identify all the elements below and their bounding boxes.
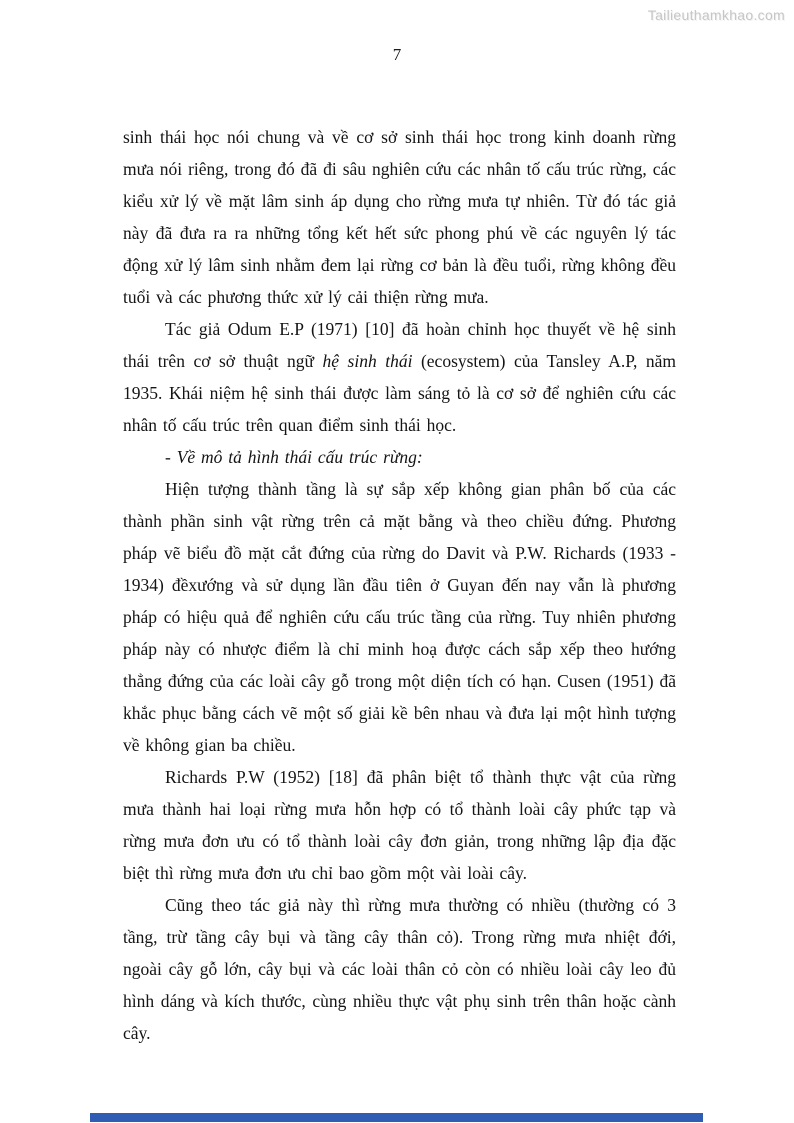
italic-text-run: - Về mô tả hình thái cấu trúc rừng:: [165, 447, 423, 467]
paragraph: [123, 761, 676, 889]
text-run: Richards P.W (1952) [18] đã phân biệt tổ thành thực vật của rừng mưa thành hai loại rừng mưa hỗn hợp có tổ thành loài cây phức tạp và rừng mưa đơn ưu có tổ thành loài cây đơn giản, trong những lập địa đặc biệt thì rừng mưa đơn ưu chỉ bao gồm một vài loài cây.: [123, 767, 676, 883]
paragraph: [123, 121, 676, 313]
footer-bar: [90, 1113, 703, 1122]
watermark: Tailieuthamkhao.com: [647, 7, 785, 23]
italic-text-run: hệ sinh thái: [322, 351, 413, 371]
paragraph: [123, 889, 676, 1049]
text-run: Hiện tượng thành tầng là sự sắp xếp không gian phân bố của các thành phần sinh vật rừng trên cả mặt bằng và theo chiều đứng. Phương pháp vẽ biểu đồ mặt cắt đứng của rừng do Davit và P.W. Richards (1933 - 1934) đềxướng và sử dụng lần đầu tiên ở Guyan đến nay vẫn là phương pháp có hiệu quả để nghiên cứu cấu trúc tầng của rừng. Tuy nhiên phương pháp này có nhược điểm là chỉ minh hoạ được cách sắp xếp theo hướng thẳng đứng của các loài cây gỗ trong một diện tích có hạn. Cusen (1951) đã khắc phục bằng cách vẽ một số giải kề bên nhau và đưa lại một hình tượng về không gian ba chiều.: [123, 479, 676, 755]
paragraph: [123, 313, 676, 441]
text-run: sinh thái học nói chung và về cơ sở sinh thái học trong kinh doanh rừng mưa nói riêng, trong đó đã đi sâu nghiên cứu các nhân tố cấu trúc rừng, các kiểu xử lý về mặt lâm sinh áp dụng cho rừng mưa tự nhiên. Từ đó tác giả này đã đưa ra ra những tổng kết hết sức phong phú về các nguyên lý tác động xử lý lâm sinh nhằm đem lại rừng cơ bản là đều tuổi, rừng không đều tuổi và các phương thức xử lý cải thiện rừng mưa.: [123, 127, 676, 307]
document-body: [123, 121, 676, 1049]
text-run: Tác giả Odum E.P (1971) [10] đã hoàn chỉnh học thuyết về hệ sinh thái trên cơ sở thuật ngữ: [123, 319, 676, 371]
paragraph: [123, 473, 676, 761]
paragraph: [123, 441, 676, 473]
text-run: Cũng theo tác giả này thì rừng mưa thường có nhiều (thường có 3 tầng, trừ tầng cây bụi và tầng cây thân cỏ). Trong rừng mưa nhiệt đới, ngoài cây gỗ lớn, cây bụi và các loài thân cỏ còn có nhiều loài cây leo đủ hình dáng và kích thước, cùng nhiều thực vật phụ sinh trên thân hoặc cành cây.: [123, 895, 676, 1043]
page-number: 7: [392, 45, 402, 64]
text-run: (ecosystem) của Tansley A.P, năm 1935. Khái niệm hệ sinh thái được làm sáng tỏ là cơ sở để nghiên cứu các nhân tố cấu trúc trên quan điểm sinh thái học.: [123, 351, 676, 435]
